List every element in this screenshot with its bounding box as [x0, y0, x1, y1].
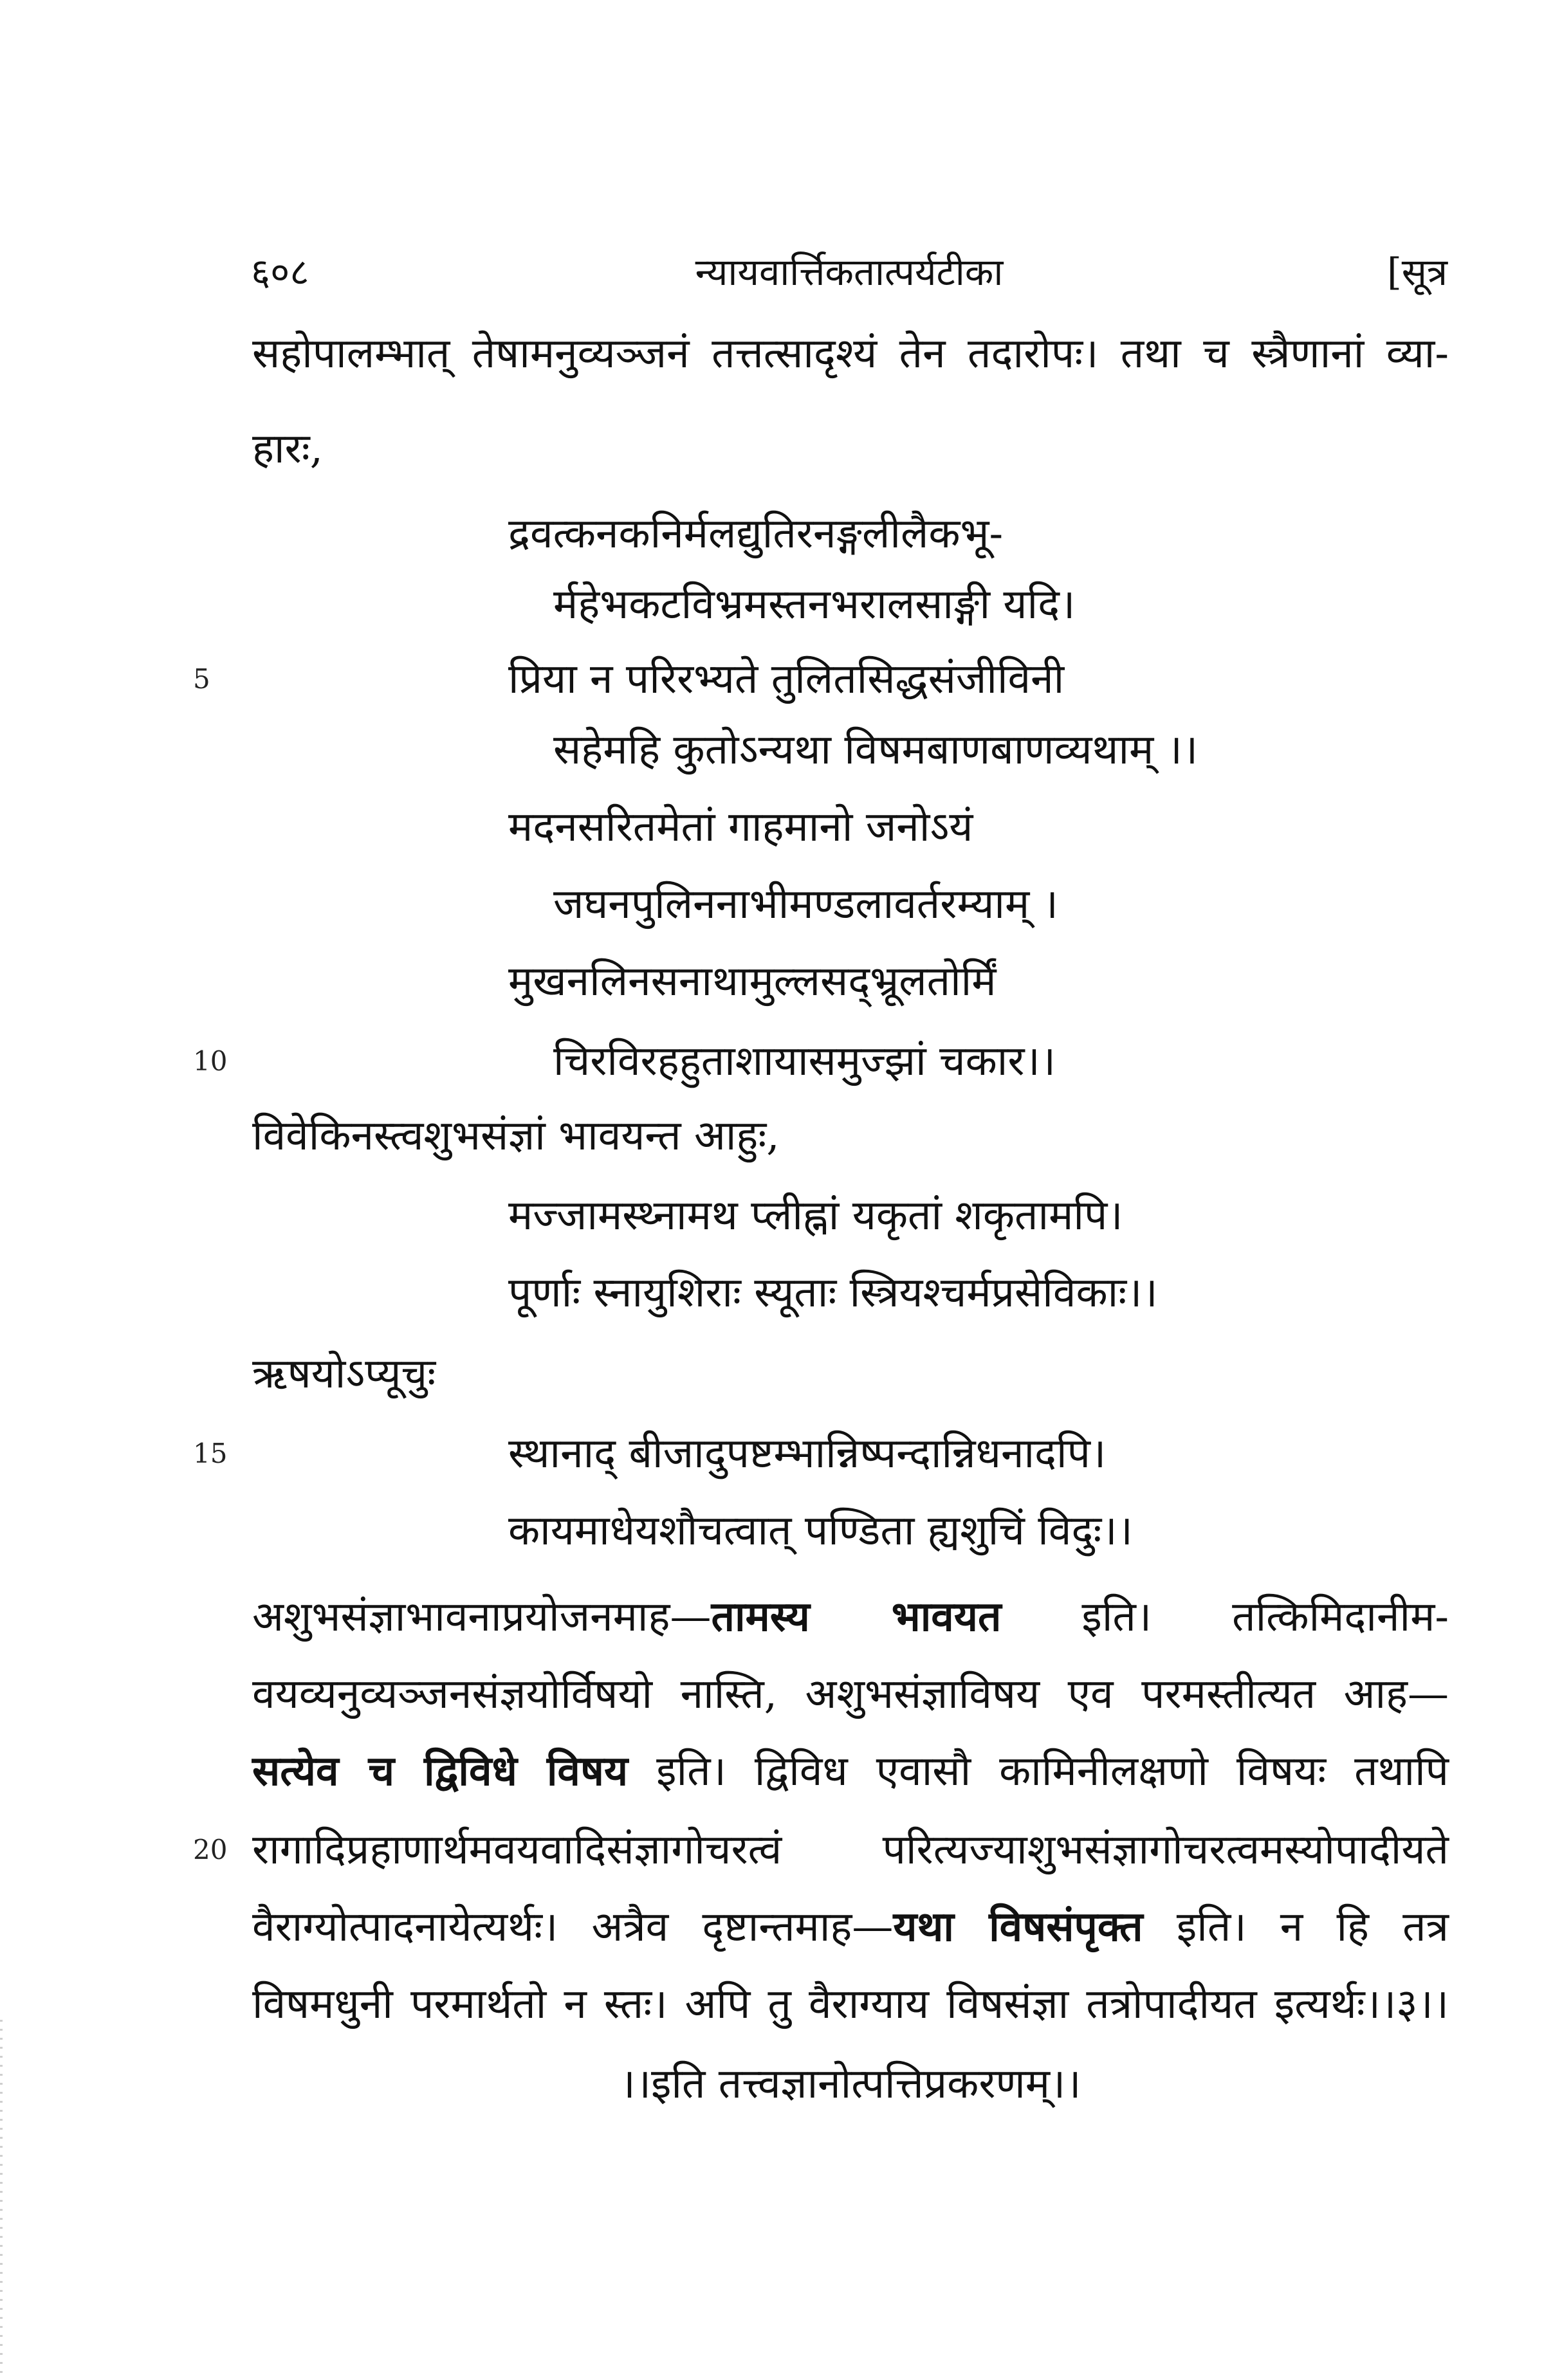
verse-line: कायमाधेयशौचत्वात् पण्डिता ह्यशुचिं विदुः।।	[508, 1507, 1133, 1555]
text-run: इति। तत्किमिदानीम-	[1001, 1593, 1449, 1641]
line-number: 20	[193, 1834, 228, 1865]
verse-line: मज्जामस्थ्नामथ प्लीह्नां यकृतां शकृतामपि।	[508, 1192, 1123, 1240]
text-line: हारः,	[252, 425, 324, 473]
text-line: विवेकिनस्त्वशुभसंज्ञां भावयन्त आहुः,	[252, 1112, 780, 1160]
verse-line: चिरविरहहुताशायासमुज्झां चकार।।	[553, 1038, 1056, 1085]
verse-line: जघनपुलिननाभीमण्डलावर्तरम्याम् ।	[553, 881, 1058, 928]
text-line	[252, 1585, 1449, 1649]
text-run: इति। न हि तत्र	[1143, 1903, 1449, 1951]
verse-line: मदनसरितमेतां गाहमानो जनोऽयं	[508, 803, 973, 851]
verse-line: र्महेभकटविभ्रमस्तनभरालसाङ्गी यदि।	[553, 581, 1076, 628]
verse-line: सहेमहि कुतोऽन्यथा विषमबाणबाणव्यथाम् ।।	[553, 726, 1199, 774]
lemma-bold: तामस्य भावयत	[711, 1593, 1002, 1641]
text-line: वयव्यनुव्यञ्जनसंज्ञयोर्विषयो नास्ति, अशुभसंज्ञाविषय एव परमस्तीत्यत आह—	[252, 1671, 1449, 1718]
line-number: 15	[193, 1438, 228, 1469]
running-title: न्यायवार्त्तिकतात्पर्यटीका	[695, 250, 1004, 294]
text-line: सहोपालम्भात् तेषामनुव्यञ्जनं तत्तत्सादृश्यं तेन तदारोपः। तथा च स्त्रैणानां व्या-	[252, 330, 1449, 378]
text-line: विषमधुनी परमार्थतो न स्तः। अपि तु वैराग्याय विषसंज्ञा तत्रोपादीयत इत्यर्थः।।३।।	[252, 1981, 1449, 2028]
text-run: इति। द्विविध एवासौ कामिनीलक्षणो विषयः तथापि	[628, 1748, 1449, 1795]
text-line: रागादिप्रहाणार्थमवयवादिसंज्ञागोचरत्वं परित्यज्याशुभसंज्ञागोचरत्वमस्योपादीयते	[252, 1826, 1449, 1874]
section-mark: [सूत्र	[1387, 250, 1448, 294]
text-line	[252, 1739, 1449, 1804]
verse-line: पूर्णाः स्नायुशिराः स्यूताः स्त्रियश्चर्मप्रसेविकाः।।	[508, 1269, 1158, 1317]
text-line: ऋषयोऽप्यूचुः	[252, 1350, 436, 1398]
verse-line: द्रवत्कनकनिर्मलद्युतिरनङ्गलीलैकभू-	[508, 510, 1004, 558]
verse-line: मुखनलिनसनाथामुल्लसद्भ्रूलतोर्मिं	[508, 958, 997, 1005]
lemma-bold: सत्येव च द्विविधे विषय	[252, 1747, 629, 1795]
chapter-colophon: ।।इति तत्त्वज्ञानोत्पत्तिप्रकरणम्।।	[620, 2060, 1081, 2108]
verse-line: प्रिया न परिरभ्यते तुलितसिद्धसंजीविनी	[508, 655, 1065, 703]
text-run: अशुभसंज्ञाभावनाप्रयोजनमाह—	[252, 1593, 712, 1641]
line-number: 5	[193, 663, 210, 695]
lemma-bold: यथा विषसंपृक्त	[893, 1903, 1143, 1951]
page-number: ६०८	[251, 250, 309, 294]
verse-line: स्थानाद् बीजादुपष्टम्भान्निष्पन्दान्निधनादपि।	[508, 1430, 1107, 1478]
page-header	[251, 243, 1448, 301]
line-number: 10	[193, 1045, 228, 1077]
text-line	[252, 1895, 1449, 1959]
scan-margin-dots	[0, 2020, 3, 2380]
text-run: वैराग्योत्पादनायेत्यर्थः। अत्रैव दृष्टान्तमाह—	[252, 1903, 894, 1951]
